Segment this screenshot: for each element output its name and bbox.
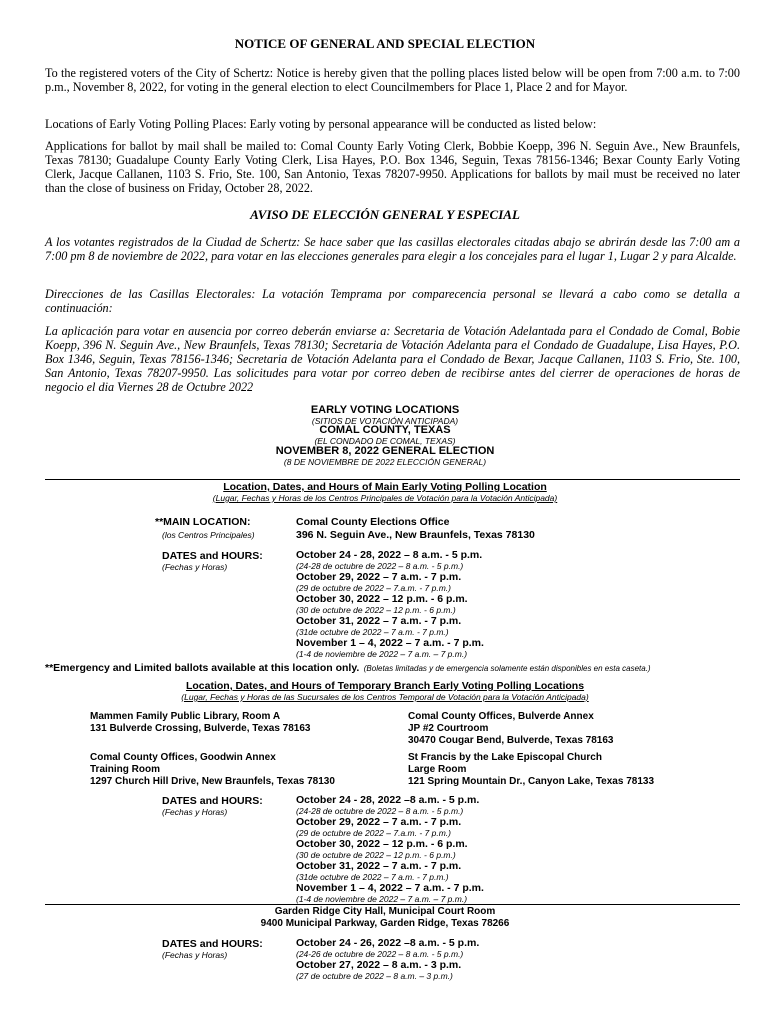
site-room: JP #2 Courtroom (408, 723, 489, 734)
garden-schedule (296, 938, 479, 982)
schedule-item: October 31, 2022 – 7 a.m. - 7 p.m. (296, 615, 462, 627)
site-room: Large Room (408, 764, 467, 775)
main-location-address: 396 N. Seguin Ave., New Braunfels, Texas 78130 (296, 529, 535, 541)
branch-locations-heading: Location, Dates, and Hours of Temporary Branch Early Voting Polling Locations (185, 680, 585, 692)
site-address: 121 Spring Mountain Dr., Canyon Lake, Texas 78133 (408, 776, 655, 787)
mail-ballot-paragraph-es: La aplicación para votar en ausencia por correo deberán enviarse a: Secretaria de Votación Adelantada para el Condado de Comal, Bobie Koepp, 396 N. Seguin Ave., New Braunfels, Texas 78130; Secretaria de Votación Adelanta para el Condado de Guadalupe, Lisa Hayes, P.O. Box 1346, Seguin, Texas 78156-1346; Secretaria de Votación Adelanta para el Condado de Bexar, Jacque Callanen, 1103 S. Frio, Ste. 100, San Antonio, Texas 78207-9950. Las solicitudes para votar por correo deben de recibirse antes del cierrer de operaciones de horas de negocio el dia Viernes 28 de Octubre 2022 (45, 324, 740, 394)
main-schedule (296, 550, 484, 660)
mail-ballot-paragraph-en: Applications for ballot by mail shall be mailed to: Comal County Early Voting Clerk, Bobbie Koepp, 396 N. Seguin Ave., New Braunfels, Texas 78130; Guadalupe County Early Voting Clerk, Lisa Hayes, P.O. Box 1346, Seguin, Texas 78156-1346; Bexar County Early Voting Clerk, Jacque Callanen, 1103 S. Frio, Ste. 100, San Antonio, Texas 78207-9950. Applications for ballots by mail must be received no later than the close of business on Friday, October 28, 2022. (45, 139, 740, 195)
garden-dates-label-es: (Fechas y Horas) (162, 950, 228, 960)
branch-dates-label: DATES and HOURS: (162, 795, 263, 807)
schedule-item: October 24 - 28, 2022 – 8 a.m. - 5 p.m. (296, 549, 483, 561)
branch-site (90, 752, 335, 788)
election-heading: NOVEMBER 8, 2022 GENERAL ELECTION (275, 445, 495, 457)
site-address: 131 Bulverde Crossing, Bulverde, Texas 78163 (90, 723, 311, 734)
branch-schedule (296, 795, 484, 905)
divider-line (45, 904, 740, 905)
branch-site (408, 711, 613, 747)
schedule-item: October 29, 2022 – 7 a.m. - 7 p.m. (296, 571, 462, 583)
schedule-item: October 24 - 28, 2022 –8 a.m. - 5 p.m. (296, 794, 480, 806)
schedule-item: October 30, 2022 – 12 p.m. - 6 p.m. (296, 838, 468, 850)
schedule-item-es: (27 de octubre de 2022 – 8 a.m. – 3 p.m.) (296, 971, 453, 981)
county-heading: COMAL COUNTY, TEXAS (319, 424, 451, 436)
page-title: NOTICE OF GENERAL AND SPECIAL ELECTION (234, 36, 536, 51)
schedule-item-es: (31de octubre de 2022 – 7 a.m. - 7 p.m.) (296, 627, 449, 637)
site-address: 1297 Church Hill Drive, New Braunfels, Texas 78130 (90, 776, 335, 787)
main-location-heading-es: (Lugar, Fechas y Horas de los Centros Principales de Votación para la Votación Anticipada) (212, 493, 558, 503)
schedule-item: November 1 – 4, 2022 – 7 a.m. - 7 p.m. (296, 882, 484, 894)
site-room: Training Room (90, 764, 160, 775)
main-dates-label: DATES and HOURS: (162, 550, 263, 562)
schedule-item: November 1 – 4, 2022 – 7 a.m. - 7 p.m. (296, 637, 484, 649)
schedule-item-es: (1-4 de noviembre de 2022 – 7 a.m. – 7 p.m.) (296, 894, 468, 904)
notice-paragraph-es: A los votantes registrados de la Ciudad de Schertz: Se hace saber que las casillas electorales citadas abajo se abrirán desde las 7:00 am a 7:00 pm 8 de noviembre de 2022, para votar en las elecciones generales para elegir a los concejales para el lugar 1, Lugar 2 y para Alcalde. (45, 235, 740, 263)
schedule-item-es: (24-28 de octubre de 2022 – 8 a.m. - 5 p.m.) (296, 561, 464, 571)
emergency-note-es: (Boletas limitadas y de emergencia solamente están disponibles en esta caseta.) (363, 664, 651, 673)
schedule-item: October 24 - 26, 2022 –8 a.m. - 5 p.m. (296, 937, 480, 949)
branch-site (90, 711, 310, 735)
emergency-note-en: **Emergency and Limited ballots available at this location only. (45, 662, 360, 674)
schedule-item-es: (29 de octubre de 2022 – 7.a.m. - 7 p.m.) (296, 583, 451, 593)
garden-dates-label: DATES and HOURS: (162, 938, 263, 950)
site-name: Comal County Offices, Goodwin Annex (90, 752, 276, 763)
schedule-item-es: (30 de octubre de 2022 – 12 p.m. - 6 p.m.) (296, 605, 456, 615)
schedule-item-es: (30 de octubre de 2022 – 12 p.m. - 6 p.m.) (296, 850, 456, 860)
main-dates-label-es: (Fechas y Horas) (162, 562, 228, 572)
main-location-label: **MAIN LOCATION: (155, 516, 251, 528)
schedule-item-es: (24-28 de octubre de 2022 – 8 a.m. - 5 p.m.) (296, 806, 464, 816)
garden-ridge-site (0, 906, 770, 930)
schedule-item: October 31, 2022 – 7 a.m. - 7 p.m. (296, 860, 462, 872)
spanish-title: AVISO DE ELECCIÓN GENERAL Y ESPECIAL (250, 207, 520, 222)
election-heading-es: (8 DE NOVIEMBRE DE 2022 ELECCIÓN GENERAL) (283, 457, 487, 467)
emergency-note (45, 658, 745, 676)
branch-locations-heading-es: (Lugar, Fechas y Horas de las Sucursales de los Centros Temporal de Votación para la Votación Anticipada) (181, 692, 589, 702)
site-address: 30470 Cougar Bend, Bulverde, Texas 78163 (408, 735, 614, 746)
early-voting-heading-es: (SITIOS DE VOTACIÓN ANTICIPADA) (311, 416, 459, 426)
early-voting-heading: EARLY VOTING LOCATIONS (310, 404, 460, 416)
site-name: Comal County Offices, Bulverde Annex (408, 711, 594, 722)
site-name: Garden Ridge City Hall, Municipal Court Room (274, 906, 496, 917)
schedule-item: October 29, 2022 – 7 a.m. - 7 p.m. (296, 816, 462, 828)
branch-site (408, 752, 654, 788)
site-name: Mammen Family Public Library, Room A (90, 711, 281, 722)
schedule-item-es: (24-26 de octubre de 2022 – 8 a.m. - 5 p.m.) (296, 949, 464, 959)
main-location-name: Comal County Elections Office (296, 516, 450, 528)
divider-line (45, 479, 740, 480)
site-name: St Francis by the Lake Episcopal Church (408, 752, 602, 763)
branch-dates-label-es: (Fechas y Horas) (162, 807, 228, 817)
schedule-item-es: (31de octubre de 2022 – 7 a.m. - 7 p.m.) (296, 872, 449, 882)
early-voting-paragraph-es: Direcciones de las Casillas Electorales: La votación Temprama por comparecencia personal se llevará a cabo como se detalla a continuación: (45, 287, 740, 315)
site-address: 9400 Municipal Parkway, Garden Ridge, Texas 78266 (260, 918, 510, 929)
main-location-label-es: (los Centros Principales) (162, 530, 255, 540)
schedule-item: October 30, 2022 – 12 p.m. - 6 p.m. (296, 593, 468, 605)
schedule-item: October 27, 2022 – 8 a.m. - 3 p.m. (296, 959, 462, 971)
notice-paragraph-en: To the registered voters of the City of Schertz: Notice is hereby given that the polling places listed below will be open from 7:00 a.m. to 7:00 p.m., November 8, 2022, for voting in the general election to elect Councilmembers for Place 1, Place 2 and for Mayor. (45, 66, 740, 94)
schedule-item-es: (1-4 de noviembre de 2022 – 7 a.m. – 7 p.m.) (296, 649, 468, 659)
schedule-item-es: (29 de octubre de 2022 – 7.a.m. - 7 p.m.) (296, 828, 451, 838)
early-voting-paragraph-en: Locations of Early Voting Polling Places: Early voting by personal appearance will be conducted as listed below: (45, 117, 597, 131)
county-heading-es: (EL CONDADO DE COMAL, TEXAS) (314, 436, 456, 446)
main-location-heading: Location, Dates, and Hours of Main Early Voting Polling Location (223, 481, 547, 493)
